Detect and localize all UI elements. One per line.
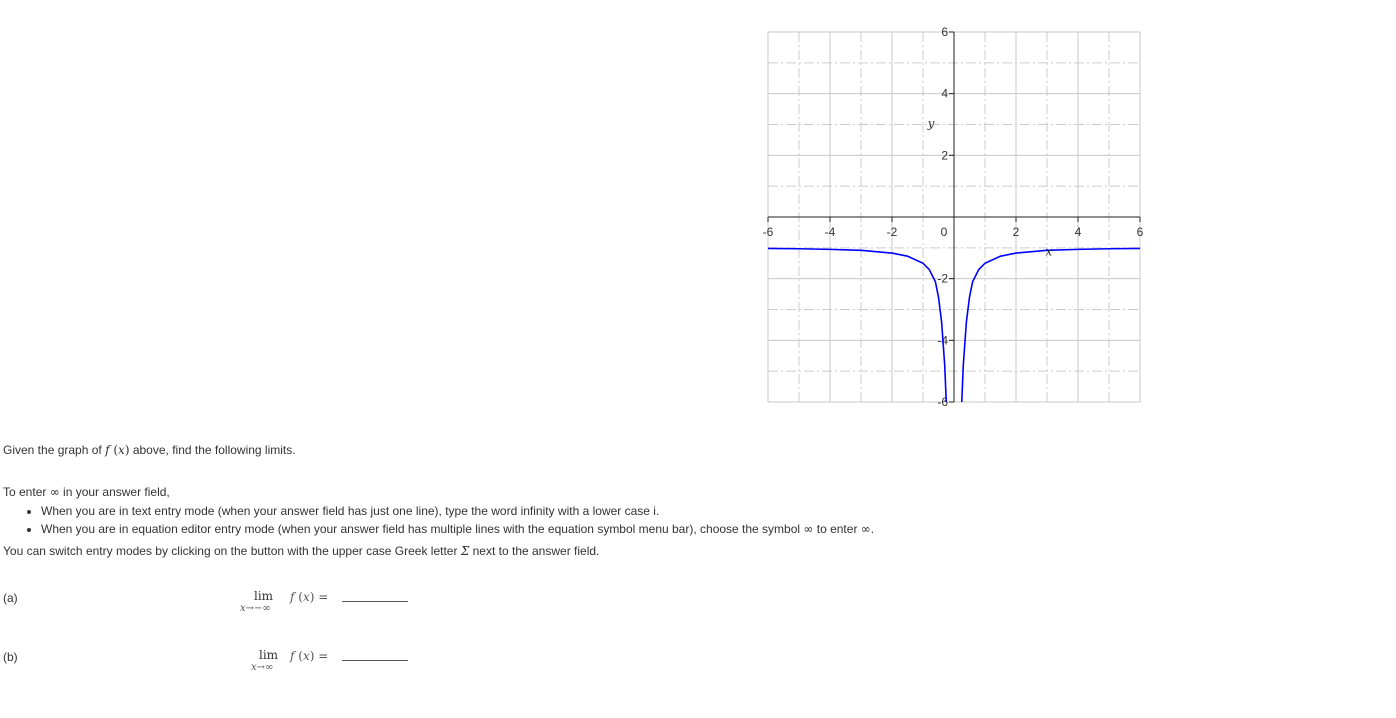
intro-after: above, find the following limits. [129, 443, 296, 457]
infinity-symbol: ∞ [49, 485, 60, 499]
part-a-sub-arrow: → [245, 603, 255, 614]
part-b-sub-arrow: → [256, 662, 266, 673]
chart-axes [768, 32, 1140, 402]
part-b-sub-var: x [251, 662, 257, 673]
x-tick-label: 4 [1074, 225, 1082, 239]
equals-sign: = [318, 649, 329, 663]
f-symbol: f [290, 590, 295, 604]
part-a-sub-var: x [240, 603, 246, 614]
part-a-answer-field[interactable] [342, 601, 408, 602]
y-tick-label: 6 [941, 25, 948, 39]
part-a-function: f (x) = [290, 590, 329, 604]
instructions-text [3, 485, 170, 499]
instr-before: To enter [3, 485, 50, 499]
y-tick-label: -2 [937, 271, 948, 286]
switch-after: next to the answer field. [469, 544, 600, 558]
x-axis-label: x [1045, 244, 1053, 259]
part-a-sub-target: −∞ [254, 603, 271, 614]
function-graph [760, 22, 1150, 412]
y-tick-label: 2 [941, 148, 948, 163]
x-tick-label: -6 [762, 225, 774, 239]
x-symbol: x [118, 443, 125, 457]
equals-sign: = [318, 590, 329, 604]
y-axis-label: y [927, 116, 935, 131]
bullet-editor-mid: to enter [813, 522, 861, 536]
x-tick-label: -2 [886, 225, 898, 239]
list-item [41, 505, 874, 518]
y-tick-label: -6 [937, 395, 948, 409]
switch-mode-text [3, 544, 599, 558]
infinity-symbol: ∞ [860, 522, 871, 536]
sigma-symbol: Σ [460, 544, 470, 558]
part-b-subscript [251, 662, 273, 673]
part-a-lim: lim [254, 589, 274, 603]
switch-before: You can switch entry modes by clicking on the button with the upper case Greek letter [3, 544, 461, 558]
function-curve [962, 248, 1140, 402]
part-b-answer-field[interactable] [342, 660, 408, 661]
part-b-sub-target: ∞ [265, 662, 274, 673]
x-symbol: x [302, 590, 310, 604]
f-symbol: f [105, 443, 110, 457]
instructions-list [23, 505, 874, 541]
bullet-editor-before: When you are in equation editor entry mode (when your answer field has multiple lines with the equation symbol menu bar), choose the symbol [41, 522, 804, 536]
part-a-label: (a) [3, 591, 18, 605]
x-tick-label: 0 [940, 225, 948, 239]
part-b-function: f (x) = [290, 649, 329, 663]
y-tick-label: 4 [941, 86, 948, 101]
bullet-editor-end: . [870, 522, 875, 536]
part-a-subscript [240, 603, 271, 614]
x-tick-label: 2 [1012, 225, 1020, 239]
y-tick-label: -4 [937, 333, 948, 348]
infinity-symbol: ∞ [803, 522, 814, 536]
x-symbol: x [302, 649, 310, 663]
function-curve [768, 248, 946, 402]
bullet-text-mode: When you are in text entry mode (when your answer field has just one line), type the word infinity with a lower case i. [41, 504, 660, 518]
instr-after: in your answer field, [59, 485, 170, 499]
intro-before: Given the graph of [3, 443, 106, 457]
f-symbol: f [290, 649, 295, 663]
list-item [41, 523, 874, 536]
part-b-lim: lim [259, 648, 279, 662]
x-tick-label: 6 [1136, 225, 1144, 239]
part-b-label: (b) [3, 650, 18, 664]
intro-text: Given the graph of f (x) above, find the following limits. [3, 443, 296, 457]
x-tick-label: -4 [824, 225, 836, 239]
